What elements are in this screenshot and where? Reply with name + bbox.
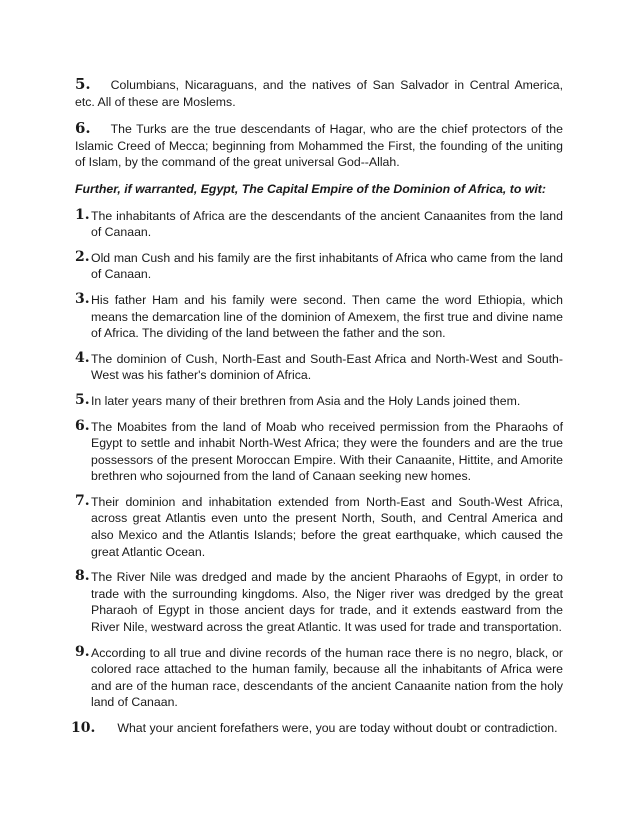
list-item — [75, 645, 563, 711]
list-item — [75, 569, 563, 635]
paragraph-text: Columbians, Nicaraguans, and the natives of San Salvador in Central America, etc. All of these are Moslems. — [75, 78, 563, 109]
list-item — [75, 292, 563, 342]
list-item-text: In later years many of their brethren from Asia and the Holy Lands joined them. — [91, 393, 521, 408]
list-item-text: What your ancient forefathers were, you are today without doubt or contradiction. — [117, 721, 558, 735]
list-item-number: 5. — [75, 391, 90, 408]
list-item-text: The Moabites from the land of Moab who received permission from the Pharaohs of Egypt to settle and inhabit North-West Africa; they were the founders and are the true possessors of the present Moroccan Empire. With their Canaanite, Hittite, and Amorite brethren who sojourned from the land of Canaan seeking new homes. — [91, 419, 563, 484]
list-item-number: 3. — [75, 290, 90, 307]
list-item — [75, 393, 563, 410]
list-item-text: The dominion of Cush, North-East and South-East Africa and North-West and South-West was his father's dominion of Africa. — [91, 351, 563, 383]
document-body — [71, 75, 563, 746]
list-item-text: The River Nile was dredged and made by the ancient Pharaohs of Egypt, in order to trade with the surrounding kingdoms. Also, the Niger river was dredged by the great Pharaoh of Egypt in those ancient days for trade, and it extends eastward from the River Nile, westward across the great Atlantic. It was used for trade and transportation. — [91, 570, 563, 635]
list-item-number: 7. — [75, 492, 90, 509]
list-item-text: The inhabitants of Africa are the descendants of the ancient Canaanites from the land of Canaan. — [91, 208, 563, 240]
section-heading: Further, if warranted, Egypt, The Capital Empire of the Dominion of Africa, to wit: — [75, 181, 546, 196]
list-item-text: Their dominion and inhabitation extended from North-East and South-West Africa, across great Atlantis even unto the present North, South, and Central America and also Mexico and the Atlantis Islands; before the great earthquake, which caused the great Atlantic Ocean. — [91, 494, 563, 559]
list-item-number: 9. — [75, 643, 90, 660]
list-item — [75, 250, 563, 283]
list-item — [75, 494, 563, 560]
paragraph-6 — [75, 120, 563, 171]
paragraph-text: The Turks are the true descendants of Hagar, who are the chief protectors of the Islamic Creed of Mecca; beginning from Mohammed the First, the founding of the uniting of Islam, by the command of the great universal God--Allah. — [75, 122, 563, 170]
list-item-number: 10. — [71, 720, 96, 736]
list-item — [71, 720, 563, 737]
list-item-number: 2. — [75, 248, 90, 265]
list-item-text: According to all true and divine records of the human race there is no negro, black, or colored race attached to the human family, because all the inhabitants of Africa were and are of the human race, descendants of the ancient Canaanite nation from the holy land of Canaan. — [91, 645, 563, 710]
list-item-text: Old man Cush and his family are the first inhabitants of Africa who came from the land of Canaan. — [91, 250, 563, 282]
list-item-text: His father Ham and his family were second. Then came the word Ethiopia, which means the demarcation line of the dominion of Amexem, the first true and divine name of Africa. The dividing of the land between the father and the son. — [91, 292, 563, 341]
list-item-number: 6. — [75, 417, 90, 434]
list-item-number: 4. — [75, 349, 90, 366]
paragraph-5 — [75, 76, 563, 110]
list-item — [75, 208, 563, 241]
paragraph-number: 6. — [75, 119, 91, 138]
list-item — [75, 419, 563, 485]
numbered-list — [71, 206, 563, 737]
list-item-number: 8. — [75, 568, 90, 585]
paragraph-number: 5. — [75, 75, 91, 93]
list-item-number: 1. — [75, 206, 90, 223]
list-item — [75, 351, 563, 384]
